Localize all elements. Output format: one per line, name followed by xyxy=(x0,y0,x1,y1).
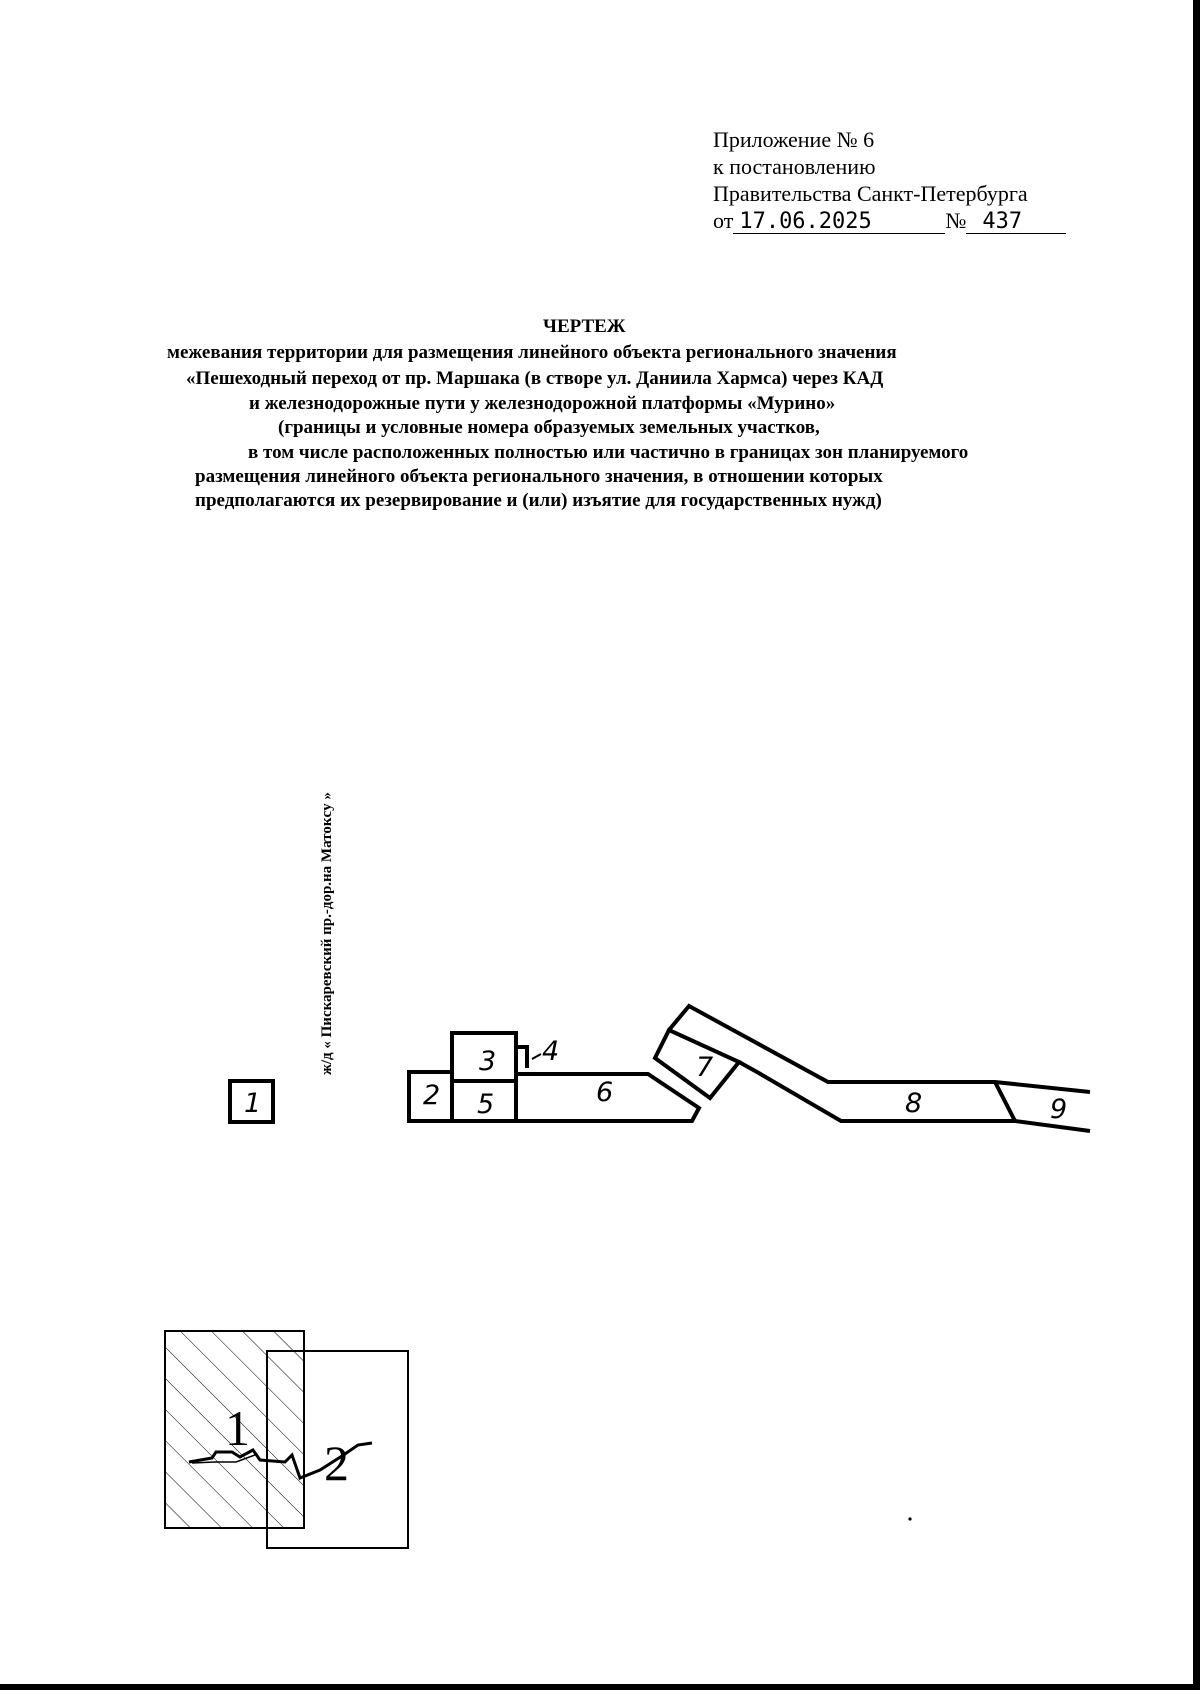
title-heading: ЧЕРТЕЖ xyxy=(543,316,626,337)
plot-label: 5 xyxy=(477,1089,495,1120)
plot-label: 9 xyxy=(1050,1094,1068,1125)
appendix-line-1: Приложение № 6 xyxy=(713,127,875,152)
plot-label: 6 xyxy=(596,1077,614,1108)
sheet-label: 1 xyxy=(225,1400,250,1456)
title-line: в том числе расположенных полностью или частично в границах зон планируемого xyxy=(248,442,969,463)
title-line: предполагаются их резервирование и (или) изъятие для государственных нужд) xyxy=(195,490,882,511)
appendix-line-3: Правительства Санкт-Петербурга xyxy=(713,181,1028,206)
plot-label: 7 xyxy=(696,1052,714,1083)
decree-number: 437 xyxy=(966,211,1066,234)
title-line: «Пешеходный переход от пр. Маршака (в створе ул. Даниила Хармса) через КАД xyxy=(186,368,884,389)
title-line: размещения линейного объекта регионального значения, в отношении которых xyxy=(195,466,883,487)
plot-4-leader xyxy=(532,1054,541,1059)
plot-9-boundary xyxy=(995,1082,1015,1121)
railway-label: ж/д « Пискаревский пр.-дор.на Матокcу » xyxy=(319,792,335,1075)
date-prefix: от xyxy=(713,208,734,233)
title-line: и железнодорожные пути у железнодорожной платформы «Мурино» xyxy=(249,393,836,414)
title-line: межевания территории для размещения линейного объекта регионального значения xyxy=(167,342,897,363)
title-line: (границы и условные номера образуемых земельных участков, xyxy=(278,417,820,438)
appendix-line-2: к постановлению xyxy=(713,154,876,179)
number-prefix: № xyxy=(945,208,967,233)
plot-label: 3 xyxy=(479,1046,497,1077)
decree-date: 17.06.2025 xyxy=(733,211,945,234)
plot-label: 4 xyxy=(542,1036,560,1067)
sheet-index-map xyxy=(165,1331,408,1548)
plot-label: 2 xyxy=(423,1080,441,1111)
plot-label: 8 xyxy=(905,1088,923,1119)
plot-label: 1 xyxy=(244,1088,262,1119)
scan-speck xyxy=(908,1517,911,1520)
sheet-label: 2 xyxy=(324,1435,349,1491)
